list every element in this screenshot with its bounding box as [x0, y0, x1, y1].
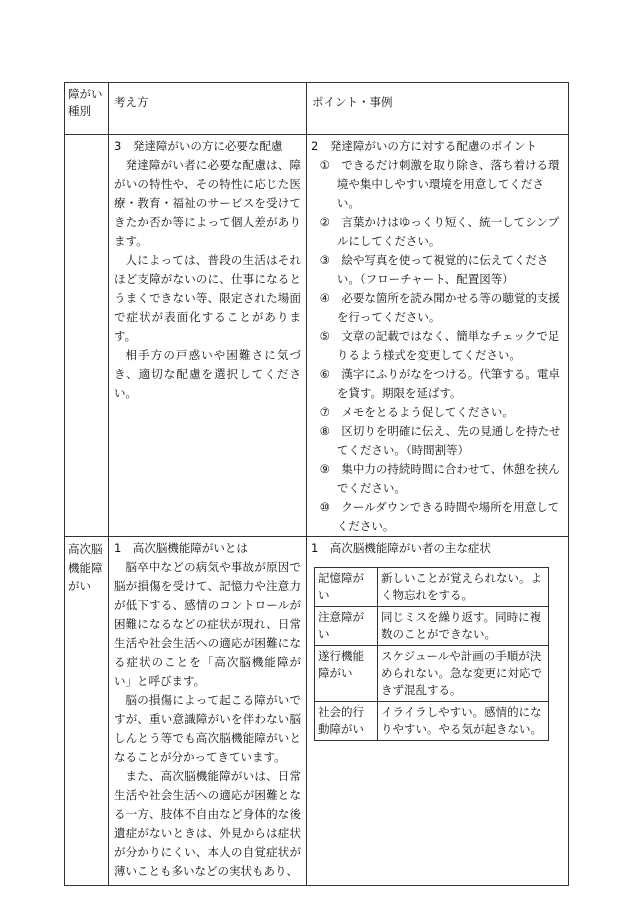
section-title: 3 発達障がいの方に必要な配慮 [114, 139, 283, 153]
paragraph: 発達障がい者に必要な配慮は、障がいの特性や、その特性に応じた医療・教育・福祉のサービスを受けてきたか否か等によって個人差があります。 [114, 158, 301, 248]
symptom-desc: 新しいことが覚えられない。よく物忘れをする。 [378, 568, 549, 607]
list-item: ⑨ 集中力の持続時間に合わせて、休憩を挟んでください。 [319, 462, 560, 495]
list-item: ⑦ メモをとるよう促してください。 [319, 405, 514, 419]
kangaekata-cell [109, 135, 307, 537]
list-item: ② 言葉かけはゆっくり短く、統一してシンプルにしてください。 [319, 215, 560, 248]
paragraph: 人によっては、普段の生活はそれほど支障がないのに、仕事になるとうまくできない等、限定された場面で症状が表面化することがあります。 [114, 253, 301, 343]
symptom-row [315, 702, 549, 741]
list-item: ⑧ 区切りを明確に伝え、先の見通しを持たせてください。（時間割等） [319, 424, 561, 457]
list-item: ③ 絵や写真を使って視覚的に伝えてください。（フローチャート、配置図等） [319, 253, 549, 286]
section-title: 1 高次脳機能障がい者の主な症状 [311, 541, 491, 555]
header-kangaekata: 考え方 [109, 83, 307, 135]
list-item: ⑥ 漢字にふりがなをつける。代筆する。電卓を貸す。期限を延ばす。 [319, 367, 560, 400]
symptoms-table [314, 567, 549, 741]
symptom-row [315, 607, 549, 646]
symptom-row [315, 646, 549, 702]
kangaekata-cell [109, 537, 307, 886]
symptom-name: 記憶障がい [315, 568, 378, 607]
paragraph: 相手方の戸惑いや困難さに気づき、適切な配慮を選択してください。 [114, 348, 301, 400]
points-cell [307, 537, 569, 886]
symptom-desc: イライラしやすい。感情的になりやすい。やる気が起きない。 [378, 702, 549, 741]
table-row-developmental [65, 135, 569, 537]
symptom-desc: スケジュールや計画の手順が決められない。急な変更に対応できず混乱する。 [378, 646, 549, 702]
table-row-higher-brain [65, 537, 569, 886]
paragraph: また、高次脳機能障がいは、日常生活や社会生活への適応が困難となる一方、肢体不自由など身体的な後遺症がないときは、外見からは症状が分かりにくい、本人の自覚症状が薄いことも多いなどの実状もあり、 [114, 769, 301, 878]
header-disability-type: 障がい種別 [65, 83, 109, 135]
table-header-row [65, 83, 569, 135]
list-item: ④ 必要な箇所を読み聞かせる等の聴覚的支援を行ってください。 [319, 291, 560, 324]
guideline-table [64, 82, 569, 886]
list-item: ⑤ 文章の記載ではなく、簡単なチェックで足りるよう様式を変更してください。 [319, 329, 560, 362]
symptom-name: 遂行機能障がい [315, 646, 378, 702]
symptom-desc: 同じミスを繰り返す。同時に複数のことができない。 [378, 607, 549, 646]
symptom-row [315, 568, 549, 607]
points-cell [307, 135, 569, 537]
disability-type-cell: 高次脳機能障がい [65, 537, 109, 886]
header-points: ポイント・事例 [307, 83, 569, 135]
symptom-name: 注意障がい [315, 607, 378, 646]
paragraph: 脳の損傷によって起こる障がいですが、重い意識障がいを伴わない脳しんとう等でも高次脳機能障がいとなることが分かってきています。 [114, 693, 301, 764]
points-list [311, 156, 564, 536]
section-title: 2 発達障がいの方に対する配慮のポイント [311, 139, 537, 153]
paragraph: 脳卒中などの病気や事故が原因で脳が損傷を受けて、記憶力や注意力が低下する、感情のコントロールが困難になるなどの症状が現れ、日常生活や社会生活への適応が困難になる症状のことを「高次脳機能障がい」と呼びます。 [114, 560, 301, 688]
disability-type-cell [65, 135, 109, 537]
list-item: ⑩ クールダウンできる時間や場所を用意してください。 [319, 500, 560, 533]
section-title: 1 高次脳機能障がいとは [114, 541, 248, 555]
symptom-name: 社会的行動障がい [315, 702, 378, 741]
list-item: ① できるだけ刺激を取り除き、落ち着ける環境や集中しやすい環境を用意してください。 [319, 158, 560, 210]
